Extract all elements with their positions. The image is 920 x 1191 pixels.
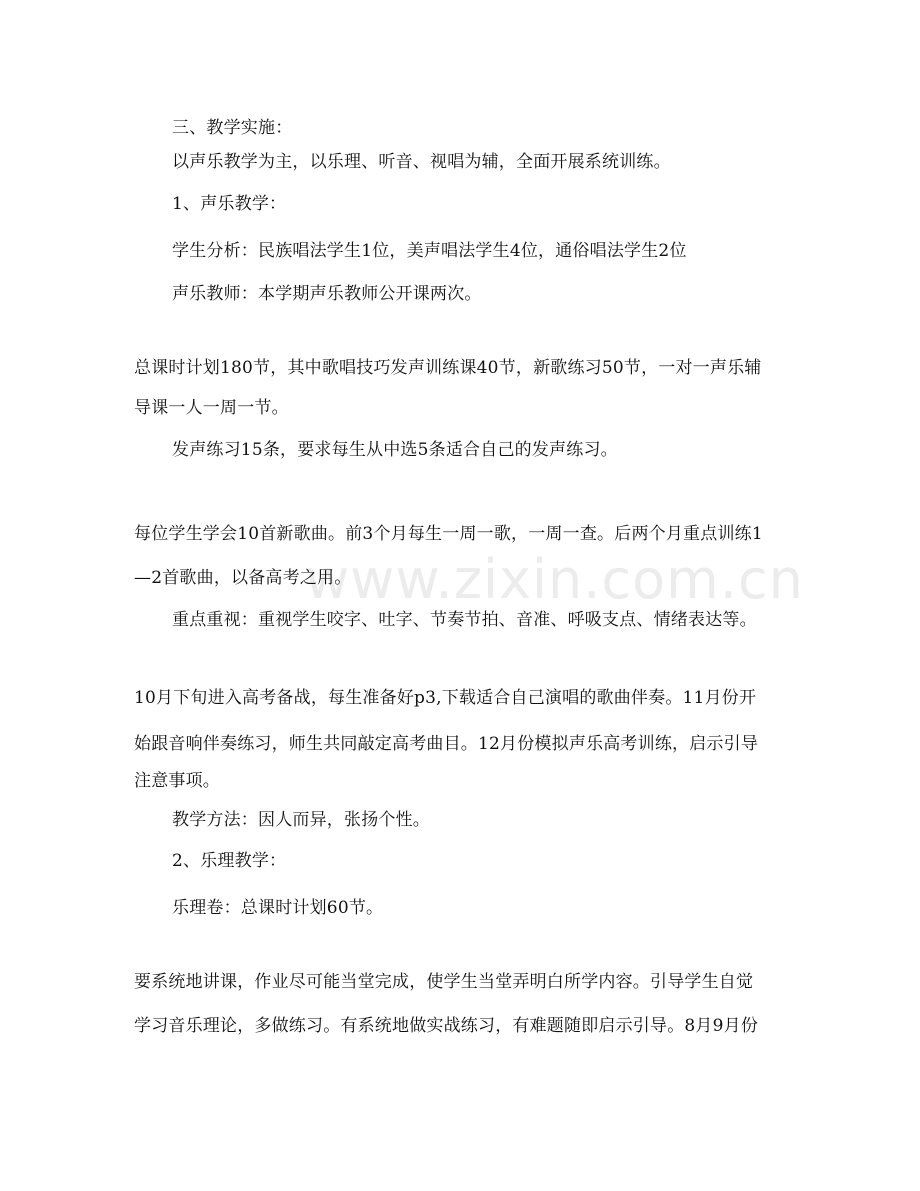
subsection-heading-music-theory: 2、乐理教学：	[172, 851, 287, 871]
paragraph-line: 学生分析：民族唱法学生1位，美声唱法学生4位，通俗唱法学生2位	[172, 241, 687, 261]
paragraph-line: 以声乐教学为主，以乐理、听音、视唱为辅，全面开展系统训练。	[172, 152, 671, 172]
paragraph-line: 10月下旬进入高考备战，每生准备好p3,下载适合自己演唱的歌曲伴奏。11月份开	[134, 688, 757, 708]
paragraph-line: 学习音乐理论，多做练习。有系统地做实战练习，有难题随即启示引导。8月9月份	[134, 1016, 759, 1036]
paragraph-line: 发声练习15条，要求每生从中选5条适合自己的发声练习。	[172, 440, 618, 460]
paragraph-line: 始跟音响伴奏练习，师生共同敲定高考曲目。12月份模拟声乐高考训练，启示引导	[134, 734, 759, 754]
paragraph-line: 要系统地讲课，作业尽可能当堂完成，使学生当堂弄明白所学内容。引导学生自觉	[134, 972, 754, 992]
watermark: www.zixin.com.cn	[305, 548, 804, 611]
paragraph-line: 每位学生学会10首新歌曲。前3个月每生一周一歌，一周一查。后两个月重点训练1	[134, 524, 763, 544]
paragraph-line: 乐理卷：总课时计划60节。	[172, 898, 384, 918]
paragraph-line: 教学方法：因人而异，张扬个性。	[172, 810, 430, 830]
section-heading-teaching-implementation: 三、教学实施：	[172, 118, 293, 138]
subsection-heading-vocal-teaching: 1、声乐教学：	[172, 194, 287, 214]
paragraph-line: 声乐教师：本学期声乐教师公开课两次。	[172, 284, 482, 304]
paragraph-line: 重点重视：重视学生咬字、吐字、节奏节拍、音准、呼吸支点、情绪表达等。	[172, 610, 757, 630]
paragraph-line: 总课时计划180节，其中歌唱技巧发声训练课40节，新歌练习50节，一对一声乐辅	[134, 358, 762, 378]
paragraph-line: —2首歌曲，以备高考之用。	[134, 568, 352, 588]
paragraph-line: 导课一人一周一节。	[134, 398, 289, 418]
paragraph-line: 注意事项。	[134, 771, 220, 791]
